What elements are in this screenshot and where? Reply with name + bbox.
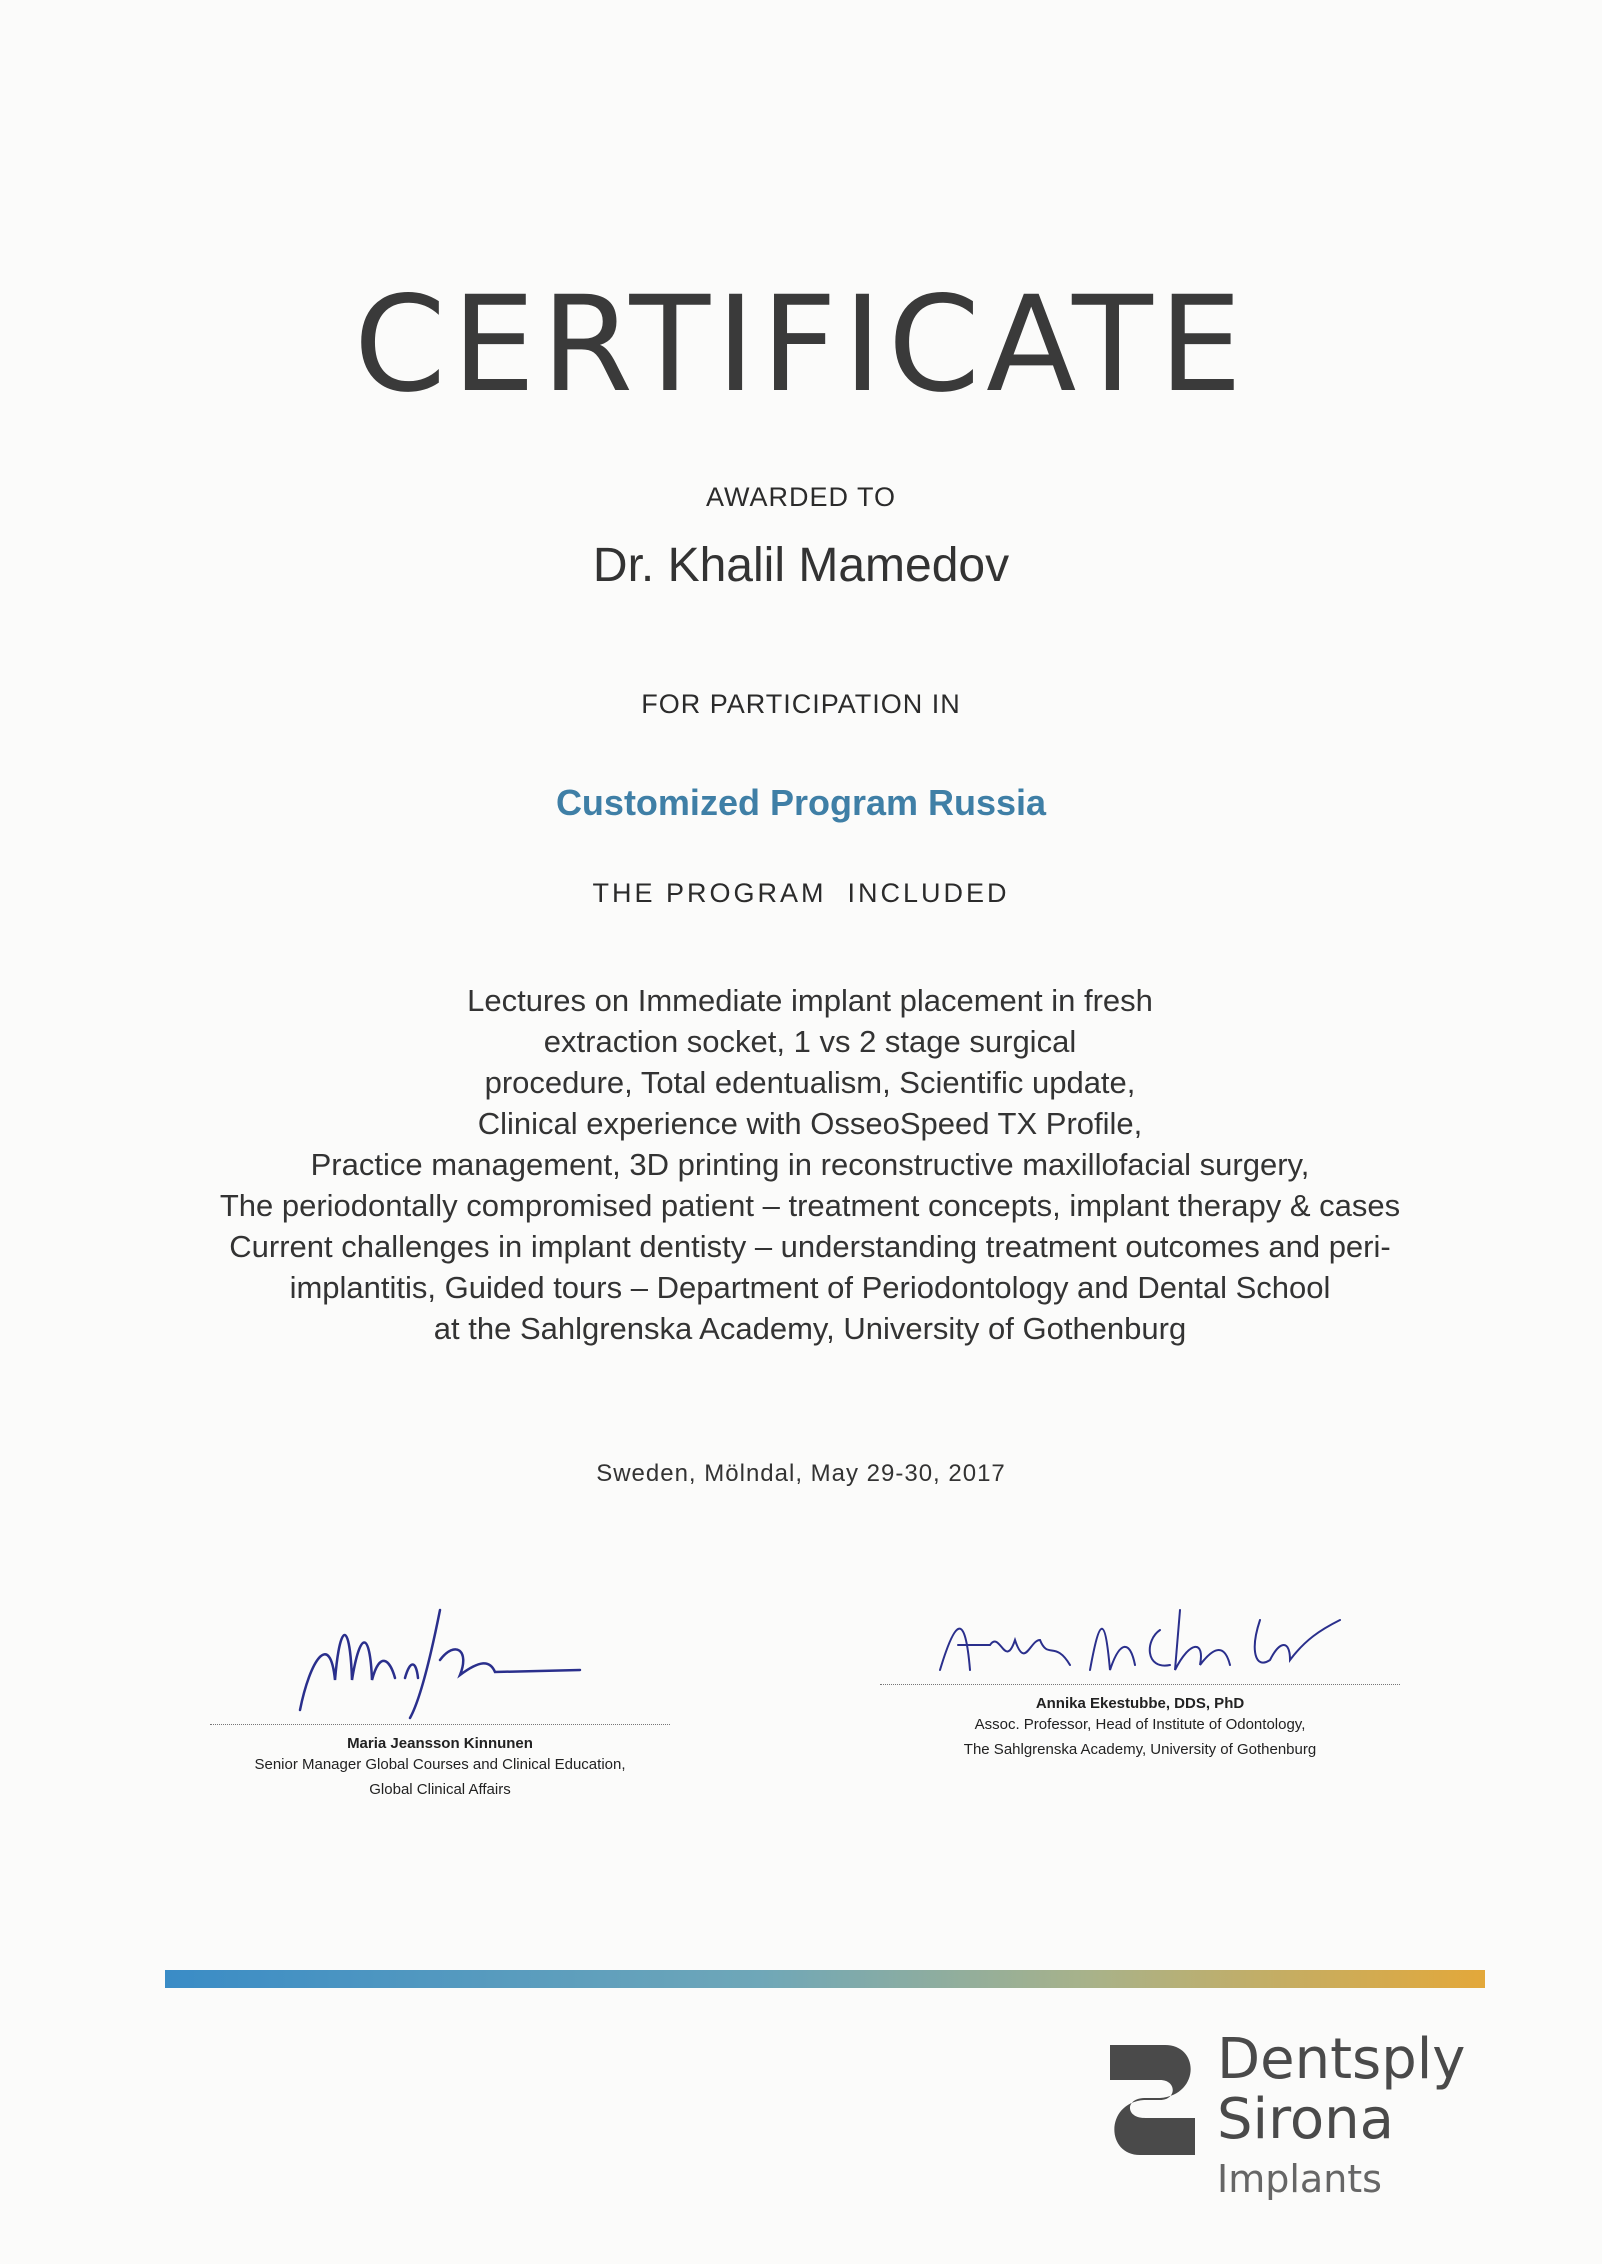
handwritten-signature-right — [930, 1600, 1350, 1680]
signatory-role-line: Global Clinical Affairs — [369, 1781, 511, 1798]
signature-block-right — [880, 1600, 1400, 1762]
gradient-divider-bar — [165, 1970, 1485, 1988]
dentsply-s-mark-icon — [1105, 2040, 1200, 2160]
signature-line-left — [210, 1724, 670, 1725]
lecture-line: Clinical experience with OsseoSpeed TX Profile, — [477, 1106, 1143, 1141]
lecture-line: Current challenges in implant dentisty – understanding treatment outcomes and peri- — [229, 1229, 1391, 1264]
program-name: Customized Program Russia — [555, 782, 1047, 823]
awarded-label: AWARDED TO — [705, 482, 897, 512]
recipient-name: Dr. Khalil Mamedov — [592, 539, 1010, 592]
dentsply-sirona-logo — [1105, 2027, 1505, 2230]
signature-block-left — [210, 1600, 670, 1802]
signatory-role-left — [210, 1752, 670, 1802]
lecture-line: Lectures on Immediate implant placement in fresh — [467, 983, 1153, 1018]
logo-line-dentsply: Dentsply — [1217, 2027, 1466, 2092]
signatory-role-line: Senior Manager Global Courses and Clinical Education, — [254, 1756, 626, 1773]
logo-line-sirona: Sirona — [1217, 2087, 1394, 2152]
lecture-line: procedure, Total edentualism, Scientific update, — [484, 1065, 1136, 1100]
lecture-line: extraction socket, 1 vs 2 stage surgical — [543, 1024, 1077, 1059]
lecture-line: Practice management, 3D printing in reconstructive maxillofacial surgery, — [310, 1147, 1310, 1182]
signature-line-right — [880, 1684, 1400, 1685]
certificate-title: CERTIFICATE — [353, 268, 1249, 422]
logo-wordmark — [1217, 2027, 1466, 2208]
place-date: Sweden, Mölndal, May 29-30, 2017 — [596, 1460, 1006, 1487]
signatory-role-right — [880, 1712, 1400, 1762]
signatory-role-line: Assoc. Professor, Head of Institute of Odontology, — [974, 1716, 1306, 1733]
lecture-line: at the Sahlgrenska Academy, University of Gothenburg — [433, 1311, 1187, 1346]
logo-line-implants: Implants — [1217, 2157, 1382, 2201]
lecture-list — [160, 980, 1460, 1349]
handwritten-signature-left — [290, 1600, 590, 1720]
lecture-line: implantitis, Guided tours – Department of Periodontology and Dental School — [289, 1270, 1331, 1305]
included-label: THE PROGRAM INCLUDED — [592, 878, 1010, 908]
participation-label: FOR PARTICIPATION IN — [641, 689, 961, 719]
signatory-name-right: Annika Ekestubbe, DDS, PhD — [1035, 1695, 1245, 1712]
signatory-name-left: Maria Jeansson Kinnunen — [347, 1735, 533, 1752]
signatory-role-line: The Sahlgrenska Academy, University of Gothenburg — [963, 1741, 1317, 1758]
lecture-line: The periodontally compromised patient – treatment concepts, implant therapy & cases — [219, 1188, 1401, 1223]
